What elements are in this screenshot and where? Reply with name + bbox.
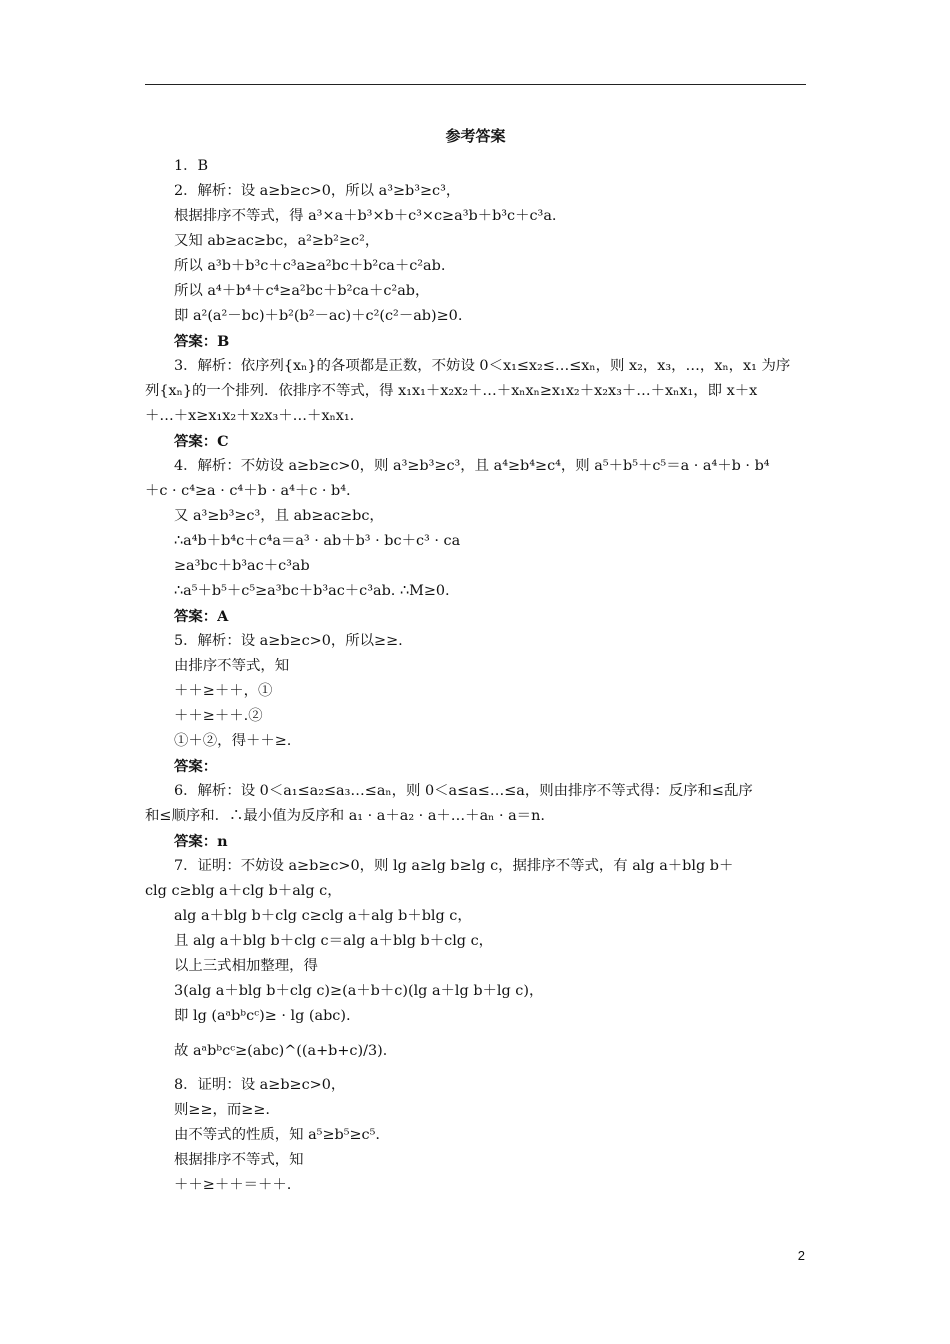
text-line: 根据排序不等式，知 bbox=[174, 1152, 304, 1168]
text-line: 2．解析：设 a≥b≥c>0，所以 a³≥b³≥c³， bbox=[174, 183, 461, 199]
text-line: ≥a³bc＋b³ac＋c³ab bbox=[174, 558, 310, 574]
text-line: 由排序不等式，知 bbox=[174, 658, 290, 674]
text-line: 又 a³≥b³≥c³，且 ab≥ac≥bc， bbox=[174, 508, 384, 524]
page-title: 参考答案 bbox=[445, 127, 506, 145]
text-line: 即 lg (aᵃbᵇcᶜ)≥ · lg (abc). bbox=[174, 1008, 351, 1024]
text-line: ＋＋≥＋＋.② bbox=[174, 708, 263, 724]
formula-line: 故 aᵃbᵇcᶜ≥(abc)^((a+b+c)/3)． bbox=[174, 1043, 398, 1059]
answer-line: 答案：C bbox=[174, 433, 229, 450]
answer-line: 答案：n bbox=[174, 833, 228, 850]
answer-line: 答案： bbox=[174, 758, 218, 775]
text-line: 以上三式相加整理，得 bbox=[174, 958, 318, 974]
text-line: ＋c · c⁴≥a · c⁴＋b · a⁴＋c · b⁴. bbox=[145, 483, 351, 499]
text-line: 6．解析：设 0＜a₁≤a₂≤a₃…≤aₙ，则 0＜a≤a≤…≤a，则由排序不等式得：反序和≤乱序 bbox=[174, 783, 753, 799]
text-line: 7．证明：不妨设 a≥b≥c>0，则 lg a≥lg b≥lg c，据排序不等式，有 alg a＋blg b＋ bbox=[174, 858, 734, 874]
text-line: ∴a⁴b＋b⁴c＋c⁴a＝a³ · ab＋b³ · bc＋c³ · ca bbox=[174, 533, 461, 549]
answer-body bbox=[145, 154, 806, 1198]
text-line: 又知 ab≥ac≥bc，a²≥b²≥c²， bbox=[174, 233, 380, 249]
header-rule bbox=[145, 84, 806, 85]
text-line: 列{xₙ}的一个排列．依排序不等式，得 x₁x₁＋x₂x₂＋…＋xₙxₙ≥x₁x₂＋x₂x₃＋…＋xₙx₁，即 x＋x bbox=[145, 383, 758, 399]
page-number: 2 bbox=[797, 1248, 805, 1263]
text-line: ∴a⁵＋b⁵＋c⁵≥a³bc＋b³ac＋c³ab. ∴M≥0. bbox=[174, 583, 450, 599]
text-line: 则≥≥，而≥≥. bbox=[174, 1102, 270, 1118]
text-line: 5．解析：设 a≥b≥c>0，所以≥≥. bbox=[174, 633, 403, 649]
text-line: 由不等式的性质，知 a⁵≥b⁵≥c⁵. bbox=[174, 1127, 380, 1143]
text-line: 4．解析：不妨设 a≥b≥c>0，则 a³≥b³≥c³，且 a⁴≥b⁴≥c⁴，则 a⁵＋b⁵＋c⁵＝a · a⁴＋b · b⁴ bbox=[174, 458, 770, 474]
text-line: 3．解析：依序列{xₙ}的各项都是正数，不妨设 0＜x₁≤x₂≤…≤xₙ，则 x₂，x₃，…，xₙ，x₁ 为序 bbox=[174, 358, 791, 374]
text-line: 1．B bbox=[174, 158, 209, 174]
text-line: ①＋②，得＋＋≥. bbox=[174, 733, 292, 749]
text-line: 8．证明：设 a≥b≥c>0， bbox=[174, 1077, 346, 1093]
answer-line: 答案：B bbox=[174, 333, 230, 350]
text-line: alg a＋blg b＋clg c≥clg a＋alg b＋blg c， bbox=[174, 908, 472, 924]
text-line: 即 a²(a²－bc)＋b²(b²－ac)＋c²(c²－ab)≥0. bbox=[174, 308, 463, 324]
text-line: ＋＋≥＋＋，① bbox=[174, 683, 273, 699]
text-line: 和≤顺序和．∴最小值为反序和 a₁ · a＋a₂ · a＋…＋aₙ · a＝n. bbox=[145, 808, 545, 824]
text-line: ＋＋≥＋＋＝＋＋. bbox=[174, 1177, 292, 1193]
text-line: 根据排序不等式，得 a³×a＋b³×b＋c³×c≥a³b＋b³c＋c³a. bbox=[174, 208, 557, 224]
text-line: 所以 a³b＋b³c＋c³a≥a²bc＋b²ca＋c²ab. bbox=[174, 258, 446, 274]
text-line: clg c≥blg a＋clg b＋alg c， bbox=[145, 883, 342, 899]
text-line: 且 alg a＋blg b＋clg c＝alg a＋blg b＋clg c， bbox=[174, 933, 494, 949]
text-line: 3(alg a＋blg b＋clg c)≥(a＋b＋c)(lg a＋lg b＋lg c)， bbox=[174, 983, 544, 999]
answer-line: 答案：A bbox=[174, 608, 229, 625]
text-line: ＋…＋x≥x₁x₂＋x₂x₃＋…＋xₙx₁. bbox=[145, 408, 355, 424]
text-line: 所以 a⁴＋b⁴＋c⁴≥a²bc＋b²ca＋c²ab， bbox=[174, 283, 430, 299]
